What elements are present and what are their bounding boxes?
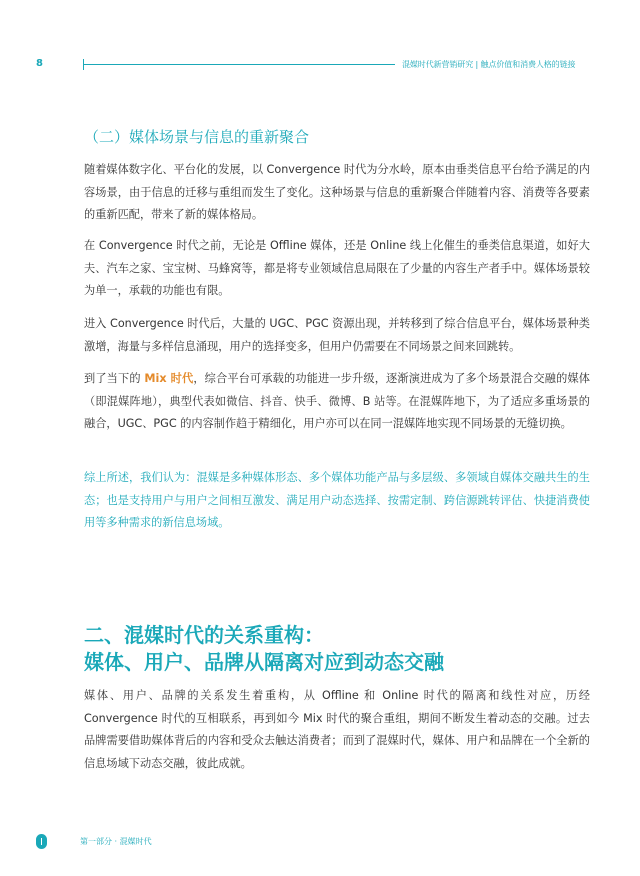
subsection-title: （二）媒体场景与信息的重新聚合 — [84, 128, 310, 146]
footer-label: 第一部分 · 混媒时代 — [80, 837, 152, 846]
paragraph-convergence: 进入 Convergence 时代后，大量的 UGC、PGC 资源出现，并转移到了综合信息平台，媒体场景种类激增，海量与多样信息涌现，用户的选择变多，但用户仍需要在不同场景之间来回跳转。 — [84, 317, 590, 353]
running-head: 混媒时代新营销研究 | 触点价值和消费人格的链接 — [402, 60, 576, 69]
paragraph-mix-era — [84, 368, 590, 436]
header-rule — [83, 64, 395, 65]
section-title-line2: 媒体、用户、品牌从隔离对应到动态交融 — [84, 650, 444, 674]
paragraph-mix-era-body: ，综合平台可承载的功能进一步升级，逐渐演进成为了多个场景混合交融的媒体（即混媒阵地），典型代表如微信、抖音、快手、微博、B 站等。在混媒阵地下，为了适应多重场景的融合，UGC、PGC 的内容制作趋于精细化，用户亦可以在同一混媒阵地实现不同场景的无缝切换。 — [84, 372, 590, 430]
paragraph-intro: 随着媒体数字化、平台化的发展，以 Convergence 时代为分水岭，原本由垂类信息平台给予满足的内容场景，由于信息的迁移与重组而发生了变化。这种场景与信息的重新聚合伴随着内容、消费等各要素的重新匹配，带来了新的媒体格局。 — [84, 163, 591, 221]
mix-era-highlight: Mix 时代 — [144, 372, 194, 385]
paragraph-relationship: 媒体、用户、品牌的关系发生着重构，从 Offline 和 Online 时代的隔离和线性对应，历经 Convergence 时代的互相联系，再到如今 Mix 时代的聚合重组，期间不断发生着动态的交融。过去品牌需要借助媒体背后的内容和受众去触达消费者；而到了混媒时代，媒体、用户和品牌在一个全新的信息场域下动态交融，彼此成就。 — [84, 689, 590, 770]
paragraph-pre-convergence: 在 Convergence 时代之前，无论是 Offline 媒体，还是 Online 线上化催生的垂类信息渠道，如好大夫、汽车之家、宝宝树、马蜂窝等，都是将专业领域信息局限在了少量的内容生产者手中。媒体场景较为单一，承载的功能也有限。 — [84, 239, 590, 297]
section-title-line1: 二、混媒时代的关系重构： — [84, 623, 324, 647]
page-number: 8 — [36, 58, 43, 69]
paragraph-mix-era-prefix: 到了当下的 — [84, 372, 145, 385]
paragraph-conclusion: 综上所述，我们认为：混媒是多种媒体形态、多个媒体功能产品与多层级、多领域自媒体交融共生的生态；也是支持用户与用户之间相互激发、满足用户动态选择、按需定制、跨信源跳转评估、快捷消费使用等多种需求的新信息场域。 — [84, 471, 590, 529]
section-title — [84, 622, 584, 676]
roman-numeral-one-icon — [36, 834, 47, 849]
